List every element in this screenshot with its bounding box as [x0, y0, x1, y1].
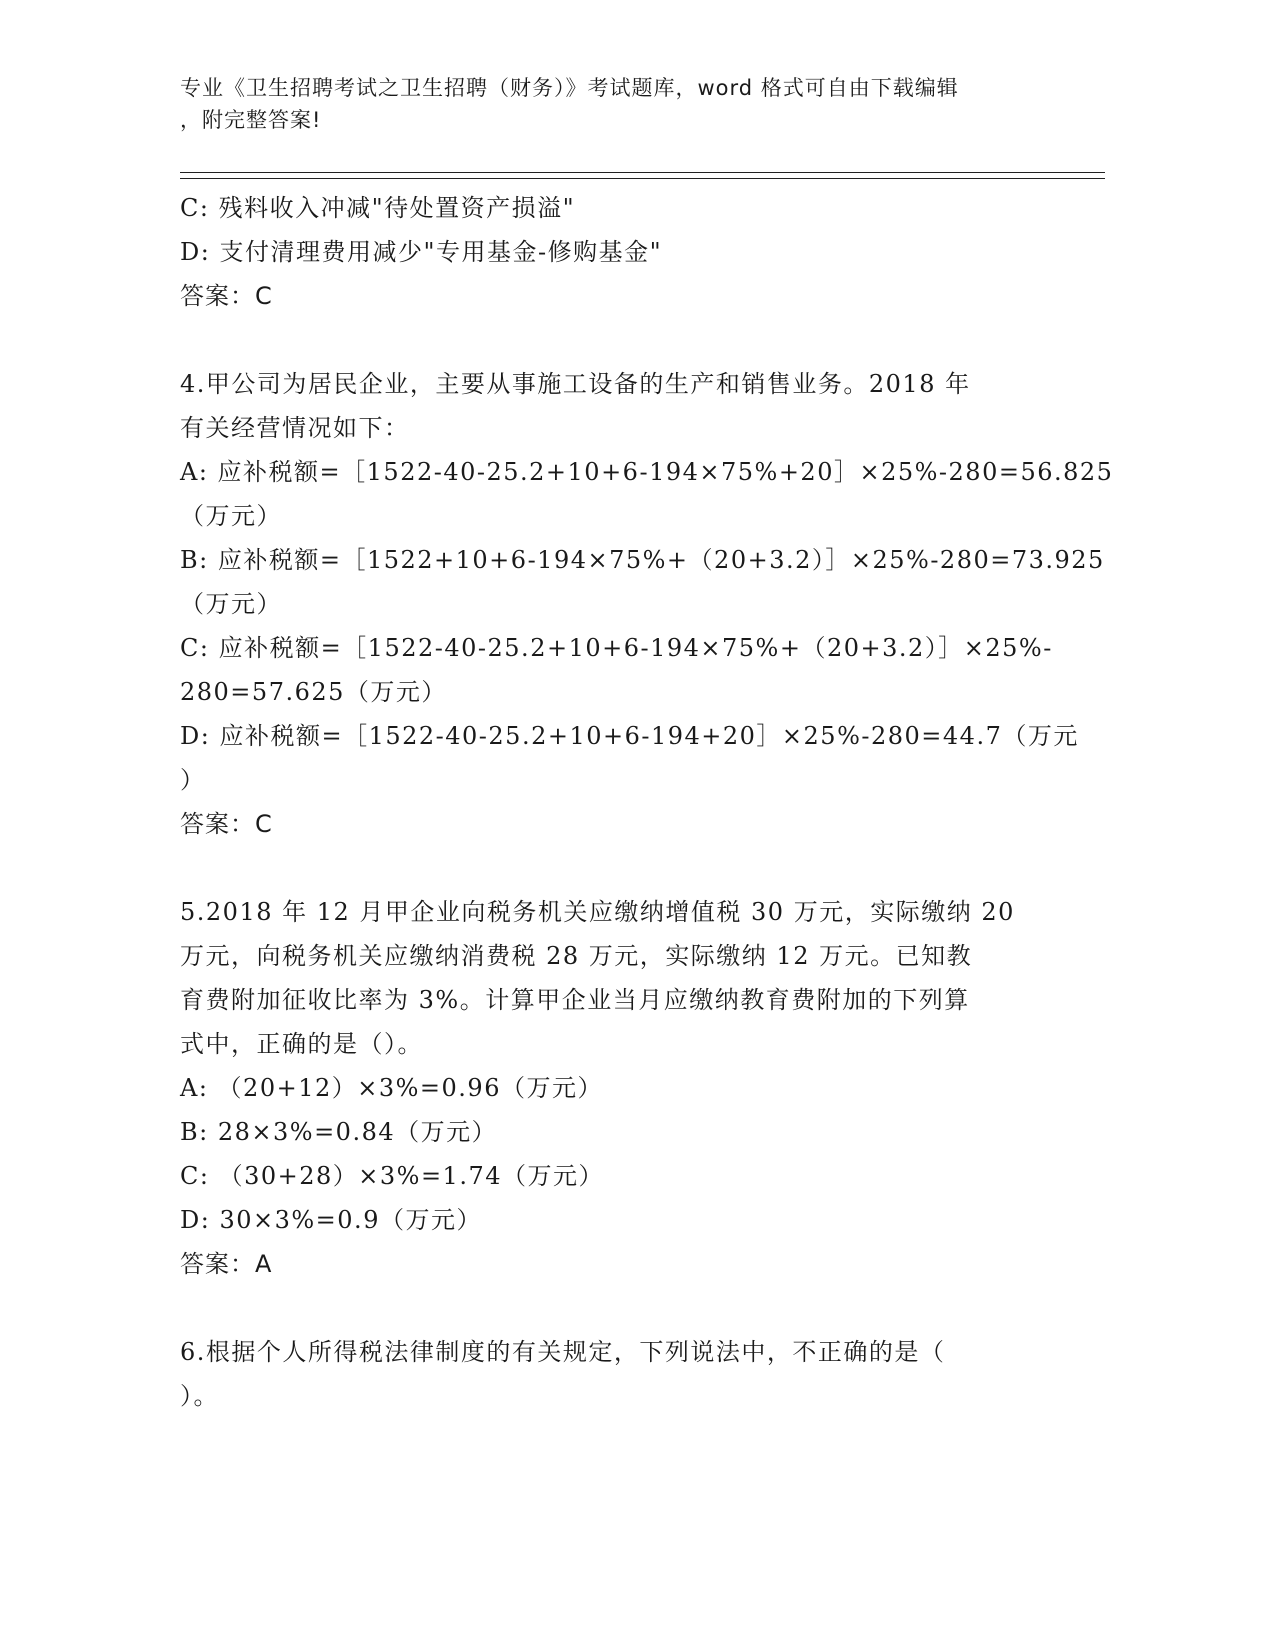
q4-answer: 答案：C	[180, 810, 273, 838]
q4-option-d: D: 应补税额=［1522-40-25.2+10+6-194+20］×25%-280=44.7（万元	[180, 722, 1079, 750]
q3-answer: 答案：C	[180, 282, 273, 310]
q3-option-c: C: 残料收入冲减"待处置资产损溢"	[180, 194, 576, 222]
q6-stem-line-1: 6.根据个人所得税法律制度的有关规定，下列说法中，不正确的是（	[180, 1338, 946, 1366]
q4-stem-line-2: 有关经营情况如下：	[180, 414, 410, 442]
q4-option-c-cont: 280=57.625（万元）	[180, 678, 447, 706]
spacer	[180, 1286, 1040, 1330]
header-line-1: 专业《卫生招聘考试之卫生招聘（财务）》考试题库，word 格式可自由下载编辑	[180, 76, 959, 100]
document-header	[180, 72, 1040, 136]
spacer	[180, 846, 1040, 890]
q5-option-d: D: 30×3%=0.9（万元）	[180, 1206, 482, 1234]
q4-option-d-cont: ）	[180, 766, 206, 794]
q5-option-a: A: （20+12）×3%=0.96（万元）	[180, 1074, 603, 1102]
q4-option-b-cont: （万元）	[180, 590, 282, 618]
q5-stem-line-4: 式中，正确的是（）。	[180, 1030, 423, 1058]
header-rule-bottom	[180, 178, 1105, 179]
q4-stem-line-1: 4.甲公司为居民企业，主要从事施工设备的生产和销售业务。2018 年	[180, 370, 971, 398]
q5-option-b: B: 28×3%=0.84（万元）	[180, 1118, 498, 1146]
q4-option-b: B: 应补税额=［1522+10+6-194×75%+（20+3.2）］×25%-280=73.925	[180, 546, 1105, 574]
header-line-2: ，附完整答案!	[180, 108, 322, 132]
q5-answer: 答案：A	[180, 1250, 273, 1278]
q4-option-c: C: 应补税额=［1522-40-25.2+10+6-194×75%+（20+3.2）］×25%-	[180, 634, 1053, 662]
q3-option-d: D: 支付清理费用减少"专用基金-修购基金"	[180, 238, 663, 266]
q4-option-a: A: 应补税额=［1522-40-25.2+10+6-194×75%+20］×25%-280=56.825	[180, 458, 1114, 486]
q4-option-a-cont: （万元）	[180, 502, 282, 530]
q5-stem-line-2: 万元，向税务机关应缴纳消费税 28 万元，实际缴纳 12 万元。已知教	[180, 942, 973, 970]
spacer	[180, 318, 1040, 362]
document-body	[180, 186, 1114, 1418]
q6-stem-line-2: ）。	[180, 1382, 219, 1410]
q5-option-c: C: （30+28）×3%=1.74（万元）	[180, 1162, 604, 1190]
header-rule-top	[180, 172, 1105, 173]
q5-stem-line-1: 5.2018 年 12 月甲企业向税务机关应缴纳增值税 30 万元，实际缴纳 20	[180, 898, 1015, 926]
q5-stem-line-3: 育费附加征收比率为 3%。计算甲企业当月应缴纳教育费附加的下列算	[180, 986, 970, 1014]
